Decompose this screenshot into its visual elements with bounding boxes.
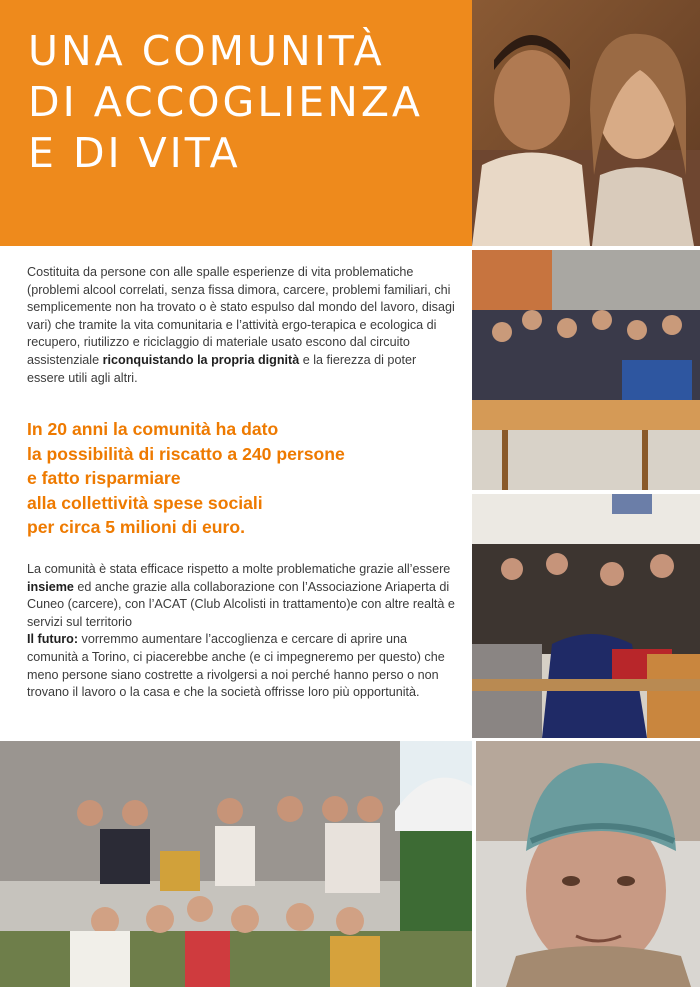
future-text: vorremmo aumentare l’accoglienza e cercare di aprire una comunità a Torino, ci piacerebbe anche (e ci impegneremo per questo) che meno persone siano costrette a rivolgersi a noi perché hanno perso o non trovano il lavoro o la casa e che la società offrisse loro più opportunità. xyxy=(27,632,445,700)
collaboration-paragraph xyxy=(27,561,457,702)
group-indoor-photo xyxy=(472,250,700,490)
intro-text-after: e la fierezza di poter essere utili agli altri. xyxy=(27,352,417,385)
title-line-3: E DI VITA xyxy=(28,129,241,177)
old-man-photo xyxy=(476,741,700,987)
dining-table-photo xyxy=(472,494,700,738)
intro-paragraph xyxy=(27,264,457,387)
para2-text-after: ed anche grazie alla collaborazione con l’Associazione Ariaperta di Cuneo (carcere), con l’ACAT (Club Alcolisti in trattamento)e con altre realtà e servizi sul territorio xyxy=(27,579,455,629)
intro-text-before: Costituita da persone con alle spalle esperienze di vita problematiche (problemi alcool correlati, senza fissa dimora, carcere, problemi familiari, chi semplicemente non ha trovato o è stato espulso dal mondo del lavoro, disagi vari) che tramite la vita comunitaria e l’attività ergo-terapica e ecologica di recupero, riutilizzo e riciclaggio di materiale usato escono dal circuito assistenziale xyxy=(27,265,455,367)
future-label: Il futuro: xyxy=(27,632,79,647)
highlight-line-1: In 20 anni la comunità ha dato xyxy=(27,419,279,439)
portrait-couple-photo xyxy=(472,0,700,246)
para2-text-before: La comunità è stata efficace rispetto a molte problematiche grazie all’essere xyxy=(27,562,451,576)
highlight-line-3: e fatto risparmiare xyxy=(27,468,181,489)
highlight-line-2: la possibilità di riscatto a 240 persone xyxy=(27,443,345,464)
highlight-line-5: per circa 5 milioni di euro. xyxy=(27,517,246,538)
title-line-1: UNA COMUNITÀ xyxy=(28,27,385,75)
page-title xyxy=(28,26,423,179)
highlight-line-4: alla collettività spese sociali xyxy=(27,492,263,513)
header-banner xyxy=(0,0,472,246)
intro-bold-dignity: riconquistando la propria dignità xyxy=(102,352,300,367)
para2-bold-insieme: insieme xyxy=(27,579,74,594)
title-line-2: DI ACCOGLIENZA xyxy=(28,78,423,126)
highlight-statement xyxy=(27,417,467,540)
group-outdoor-photo xyxy=(0,741,472,987)
